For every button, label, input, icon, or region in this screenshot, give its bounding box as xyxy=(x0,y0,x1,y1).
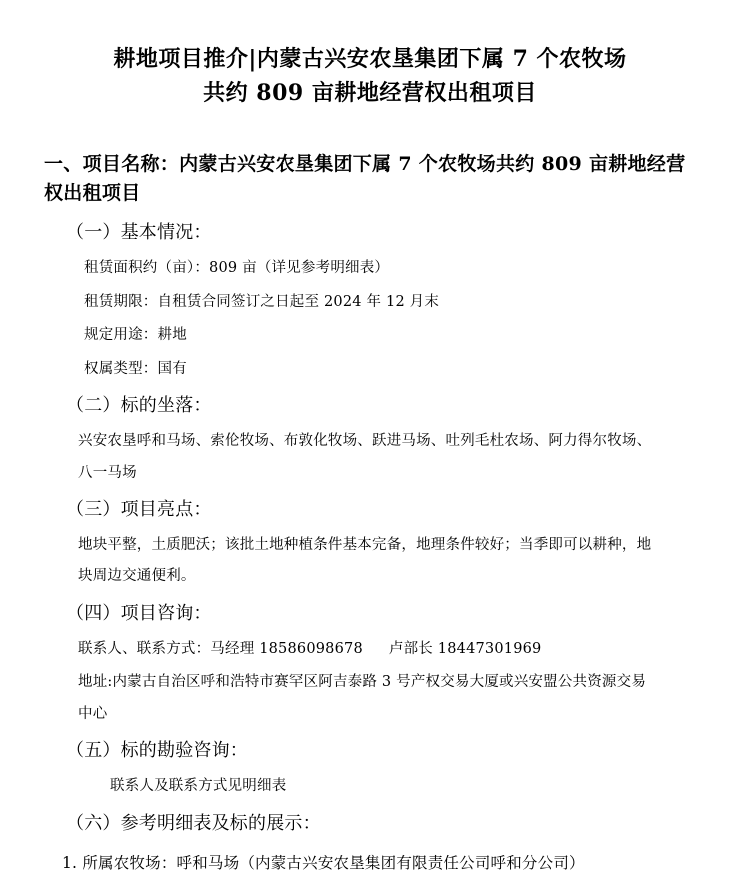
basic-info-lease-term: 租赁期限：自租赁合同签订之日起至 2024 年 12 月末 xyxy=(84,293,440,310)
document-title-line-1: 耕地项目推介|内蒙古兴安农垦集团下属 7 个农牧场 xyxy=(113,46,627,72)
subsection-heading-basic-info: （一）基本情况： xyxy=(66,222,212,244)
consultation-address-line-2: 中心 xyxy=(78,705,108,722)
consultation-contact-1: 联系人、联系方式：马经理 18586098678 xyxy=(78,640,363,657)
location-line-2: 八一马场 xyxy=(78,464,137,481)
subsection-heading-location: （二）标的坐落： xyxy=(66,395,212,417)
document-title xyxy=(50,42,690,110)
subsection-heading-highlights: （三）项目亮点： xyxy=(66,499,212,520)
consultation-contact-2: 卢部长 18447301969 xyxy=(388,640,542,657)
consultation-address-line-1: 地址:内蒙古自治区呼和浩特市赛罕区阿吉泰路 3 号产权交易大厦或兴安盟公共资源交易 xyxy=(78,674,647,691)
document-title-line-2: 共约 809 亩耕地经营权出租项目 xyxy=(203,80,537,107)
subsection-heading-consultation: （四）项目咨询： xyxy=(66,602,212,624)
basic-info-area: 租赁面积约（亩）：809 亩（详见参考明细表） xyxy=(84,260,390,277)
basic-info-use: 规定用途：耕地 xyxy=(84,327,187,344)
basic-info-ownership: 权属类型：国有 xyxy=(84,360,187,377)
detail-item-1-farm: 1. 所属农牧场：呼和马场（内蒙古兴安农垦集团有限责任公司呼和分公司） xyxy=(62,853,585,872)
section-heading-project-name: 一、项目名称：内蒙古兴安农垦集团下属 7 个农牧场共约 809 亩耕地经营权出租项目 xyxy=(44,153,686,204)
consultation-contacts xyxy=(44,638,696,660)
highlights-line-1: 地块平整，土质肥沃；该批土地种植条件基本完备，地理条件较好；当季即可以耕种，地 xyxy=(78,537,652,553)
subsection-heading-inspection: （五）标的勘验咨询： xyxy=(66,740,248,762)
location-line-1: 兴安农垦呼和马场、索伦牧场、布敦化牧场、跃进马场、吐列毛杜农场、阿力得尔牧场、 xyxy=(78,433,652,450)
inspection-contact-note: 联系人及联系方式见明细表 xyxy=(110,778,287,795)
highlights-line-2: 块周边交通便利。 xyxy=(78,568,196,585)
subsection-heading-details-table: （六）参考明细表及标的展示： xyxy=(66,812,321,834)
